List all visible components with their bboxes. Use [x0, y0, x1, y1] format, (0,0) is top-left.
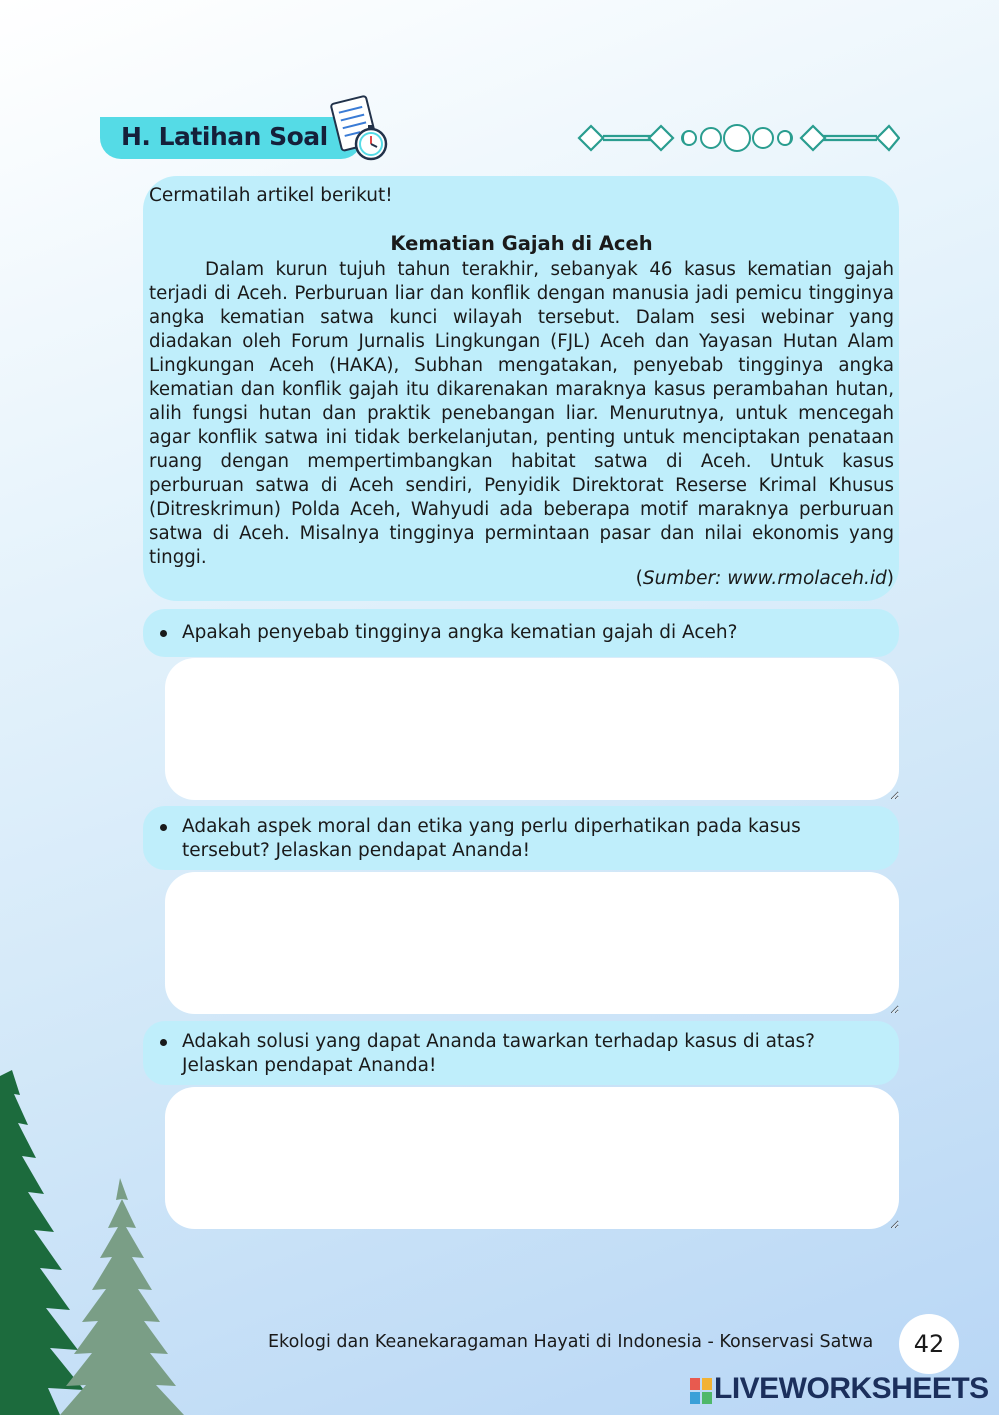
- question-1-text: Apakah penyebab tingginya angka kematian gajah di Aceh?: [182, 622, 738, 643]
- answer-1-input[interactable]: [165, 658, 899, 800]
- article-intro: Cermatilah artikel berikut!: [149, 185, 393, 206]
- footer-book-title: Ekologi dan Keanekaragaman Hayati di Indonesia - Konservasi Satwa: [268, 1332, 874, 1352]
- question-2-line-2: tersebut? Jelaskan pendapat Ananda!: [182, 840, 531, 861]
- question-3-text: [182, 1030, 882, 1078]
- question-3-line-2: Jelaskan pendapat Ananda!: [182, 1055, 437, 1076]
- page-number: 42: [899, 1314, 959, 1374]
- question-3-line-1: Adakah solusi yang dapat Ananda tawarkan terhadap kasus di atas?: [182, 1031, 815, 1052]
- liveworksheets-logo-icon: [690, 1378, 712, 1404]
- article-source: (Sumber: www.rmolaceh.id): [635, 568, 894, 589]
- bullet-icon: [160, 1039, 167, 1046]
- section-title: H. Latihan Soal: [121, 122, 328, 151]
- answer-2-input[interactable]: [165, 872, 899, 1014]
- liveworksheets-brand: LIVEWORKSHEETS: [714, 1372, 989, 1405]
- pine-trees-illustration: [0, 1070, 200, 1415]
- article-title: Kematian Gajah di Aceh: [390, 232, 653, 255]
- article-body: Dalam kurun tujuh tahun terakhir, sebanyak 46 kasus kematian gajah terjadi di Aceh. Perburuan liar dan konflik dengan manusia jadi pemicu tingginya angka kematian satwa kunci wilayah tersebut. Dalam sesi webinar yang diadakan oleh Forum Jurnalis Lingkungan (FJL) Aceh dan Yayasan Hutan Alam Lingkungan Aceh (HAKA), Subhan mengatakan, penyebab tingginya angka kematian dan konflik gajah itu dikarenakan maraknya kasus perambahan hutan, alih fungsi hutan dan praktik penebangan liar. Menurutnya, untuk mencegah agar konflik satwa ini tidak berkelanjutan, penting untuk menciptakan penataan ruang dengan mempertimbangkan habitat satwa di Aceh. Untuk kasus perburuan satwa di Aceh sendiri, Penyidik Direktorat Reserse Krimal Khusus (Ditreskrimun) Polda Aceh, Wahyudi ada beberapa motif maraknya perburuan satwa di Aceh. Misalnya tingginya permintaan pasar dan nilai ekonomis yang tinggi.: [149, 259, 894, 568]
- question-2-line-1: Adakah aspek moral dan etika yang perlu diperhatikan pada kasus: [182, 816, 801, 837]
- answer-3-input[interactable]: [165, 1087, 899, 1229]
- question-2-text: [182, 815, 882, 863]
- bullet-icon: [160, 824, 167, 831]
- bullet-icon: [160, 630, 167, 637]
- checklist-stopwatch-icon: [327, 92, 393, 166]
- decorative-ornament: [575, 118, 900, 158]
